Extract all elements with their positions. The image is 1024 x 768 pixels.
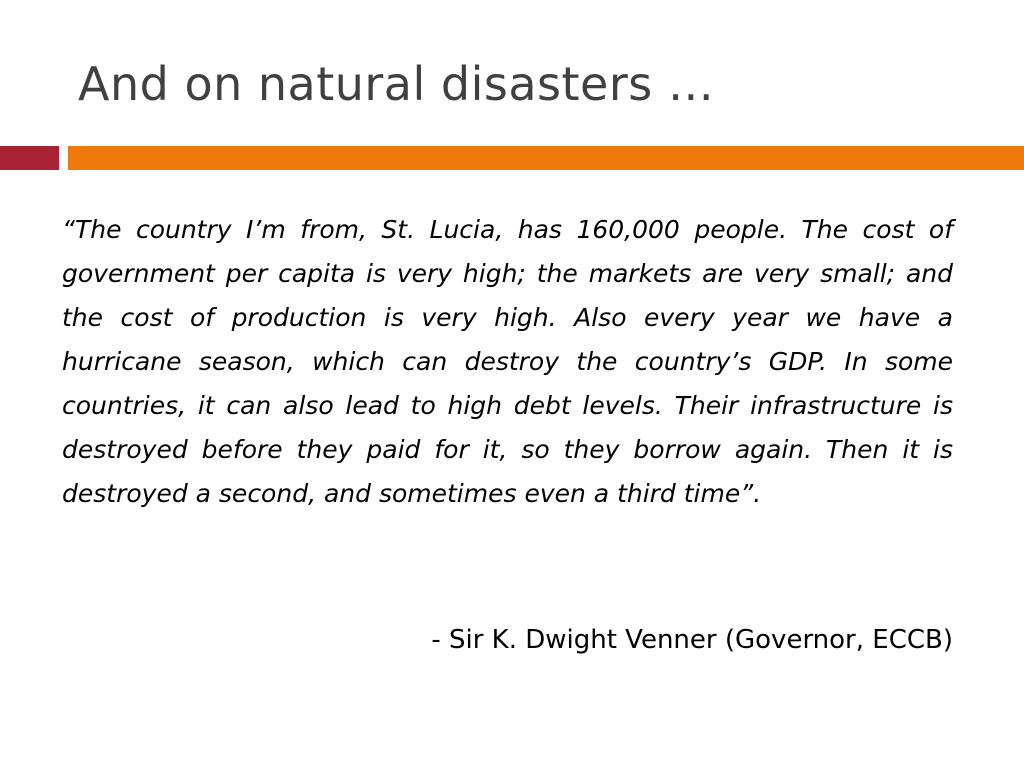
accent-bar-orange: [68, 146, 1024, 170]
slide-title: And on natural disasters …: [78, 57, 715, 111]
quote-text: “The country I’m from, St. Lucia, has 160,000 people. The cost of government per capita is very high; the markets are very small; and the cost of production is very high. Also every year we have a hurricane season, which can destroy the country’s GDP. In some countries, it can also lead to high debt levels. Their infrastructure is destroyed before they paid for it, so they borrow again. Then it is destroyed a second, and sometimes even a third time”.: [62, 215, 953, 508]
quote-attribution: - Sir K. Dwight Venner (Governor, ECCB): [431, 625, 953, 655]
accent-block-red: [0, 146, 59, 170]
